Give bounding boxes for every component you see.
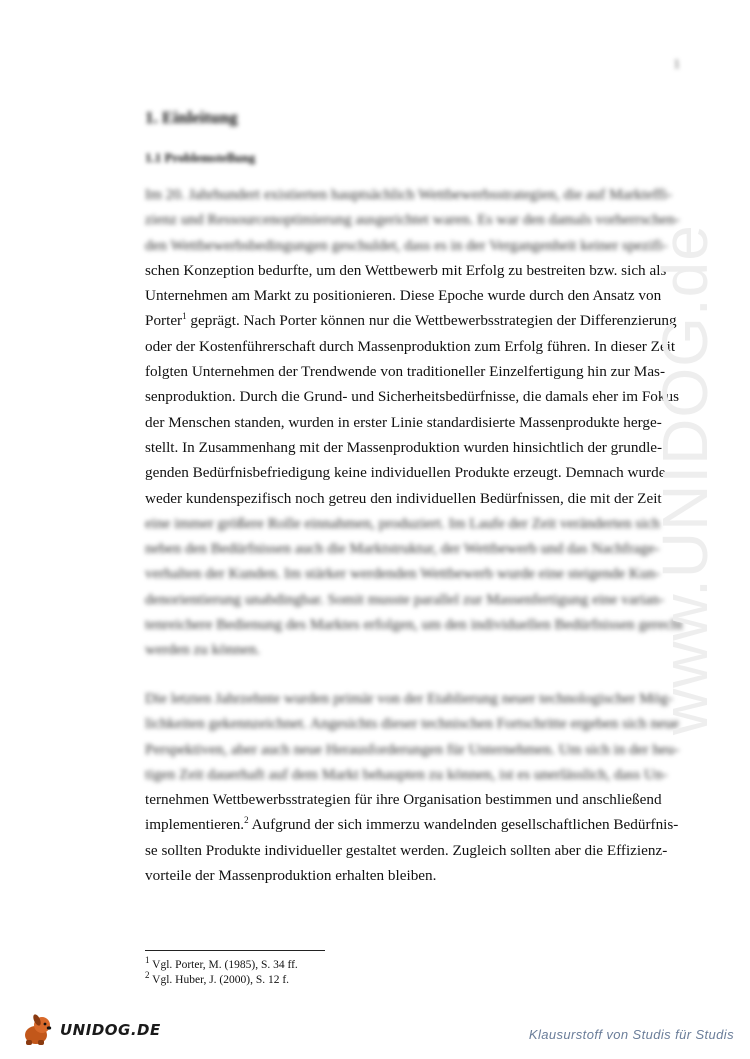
blurred-line: den Wettbewerbsbedingungen geschuldet, dass es in der Vergangenheit keiner spezifi- — [145, 236, 668, 254]
text-line: stellt. In Zusammenhang mit der Massenproduktion wurden hinsichtlich der grundle- — [145, 438, 663, 456]
dog-mascot-icon — [20, 1013, 56, 1047]
blurred-line: Im 20. Jahrhundert existierten hauptsächlich Wettbewerbsstrategien, die auf Markteffi- — [145, 186, 673, 203]
footnote-divider — [145, 950, 325, 951]
porter-text: Porter — [145, 312, 183, 330]
footnote-2-number: 2 — [145, 970, 150, 981]
blurred-line: Perspektiven, aber auch neue Herausforderungen für Unternehmen. Um sich in der heu- — [145, 740, 680, 758]
text-line: senproduktion. Durch die Grund- und Sicherheitsbedürfnisse, die damals eher im Fokus — [145, 388, 679, 406]
text-line-porter — [145, 308, 679, 333]
paragraph-2 — [145, 686, 679, 888]
text-line: folgten Unternehmen der Trendwende von traditioneller Einzelfertigung hin zur Mas- — [145, 363, 666, 381]
text-line: se sollten Produkte individueller gestaltet werden. Zugleich sollten aber die Effizienz- — [145, 841, 668, 859]
chapter-heading: 1. Einleitung — [145, 108, 238, 127]
blurred-line: tigen Zeit dauerhaft auf dem Markt behaupten zu können, ist es unerlässlich, dass Un- — [145, 765, 668, 783]
blurred-line: lichkeiten gekennzeichnet. Angesichts dieser technischen Fortschritte ergeben sich neue — [145, 715, 680, 733]
blurred-line: eine immer größere Rolle einnahmen, produziert. Im Laufe der Zeit veränderten sich — [145, 514, 660, 532]
footnote-1-text: Vgl. Porter, M. (1985), S. 34 ff. — [149, 959, 298, 971]
blurred-line: verhalten der Kunden. Im stärker werdenden Wettbewerb wurde eine steigende Kun- — [145, 565, 661, 583]
paragraph-1 — [145, 182, 684, 663]
footer-tagline: Klausurstoff von Studis für Studis — [528, 1027, 734, 1042]
text-line: ternehmen Wettbewerbsstrategien für ihre Organisation bestimmen und anschließend — [145, 791, 662, 809]
blurred-line: Die letzten Jahrzehnte wurden primär von der Etablierung neuer technologischer Mög- — [145, 690, 673, 707]
footnote-ref-2[interactable]: 2 — [244, 815, 249, 826]
footnotes — [145, 955, 298, 988]
text-line: vorteile der Massenproduktion erhalten bleiben. — [145, 867, 437, 885]
implementieren-rest: Aufgrund der sich immerzu wandelnden gesellschaftlichen Bedürfnis- — [248, 816, 679, 834]
unidog-logo[interactable] — [20, 1012, 161, 1048]
text-line: oder der Kostenführerschaft durch Massenproduktion zum Erfolg führen. In dieser Zeit — [145, 337, 676, 355]
footnote-2 — [145, 970, 298, 988]
text-line: der Menschen standen, wurden in erster Linie standardisierte Massenprodukte herge- — [145, 413, 662, 431]
text-line: weder kundenspezifisch noch getreu den individuellen Bedürfnissen, die mit der Zeit — [145, 489, 662, 507]
blurred-line: zienz und Ressourcenoptimierung ausgerichtet waren. Es war den damals vorherrschen- — [145, 211, 680, 229]
blurred-line: denorientierung unabdingbar. Somit musste parallel zur Massenfertigung eine varian- — [145, 590, 665, 608]
footnote-1 — [145, 955, 298, 973]
blurred-line: werden zu können. — [145, 641, 261, 659]
text-line: genden Bedürfnisbefriedigung keine individuellen Produkte erzeugt. Demnach wurde — [145, 464, 666, 482]
porter-rest: geprägt. Nach Porter können nur die Wettbewerbsstrategien der Differenzierung — [186, 312, 677, 330]
page-number: 1 — [673, 56, 680, 71]
footnote-1-number: 1 — [145, 955, 150, 966]
blurred-line: neben den Bedürfnissen auch die Marktstruktur, der Wettbewerb und das Nachfrage- — [145, 540, 660, 558]
logo-text: UNIDOG.DE — [60, 1021, 161, 1039]
watermark: www.UNIDOG.de — [649, 224, 721, 735]
footnote-2-text: Vgl. Huber, J. (2000), S. 12 f. — [149, 974, 290, 986]
text-line: Unternehmen am Markt zu positionieren. Diese Epoche wurde durch den Ansatz von — [145, 287, 662, 305]
section-heading: 1.1 Problemstellung — [145, 150, 256, 165]
footnote-ref-1[interactable]: 1 — [182, 311, 187, 322]
text-line: schen Konzeption bedurfte, um den Wettbewerb mit Erfolg zu bestreiten bzw. sich als — [145, 261, 667, 279]
implementieren-text: implementieren. — [145, 816, 245, 834]
text-line-implementieren — [145, 812, 679, 837]
blurred-line: tenreichere Bedienung des Marktes erfolgen, um den individuellen Bedürfnissen gerecht — [145, 616, 684, 634]
